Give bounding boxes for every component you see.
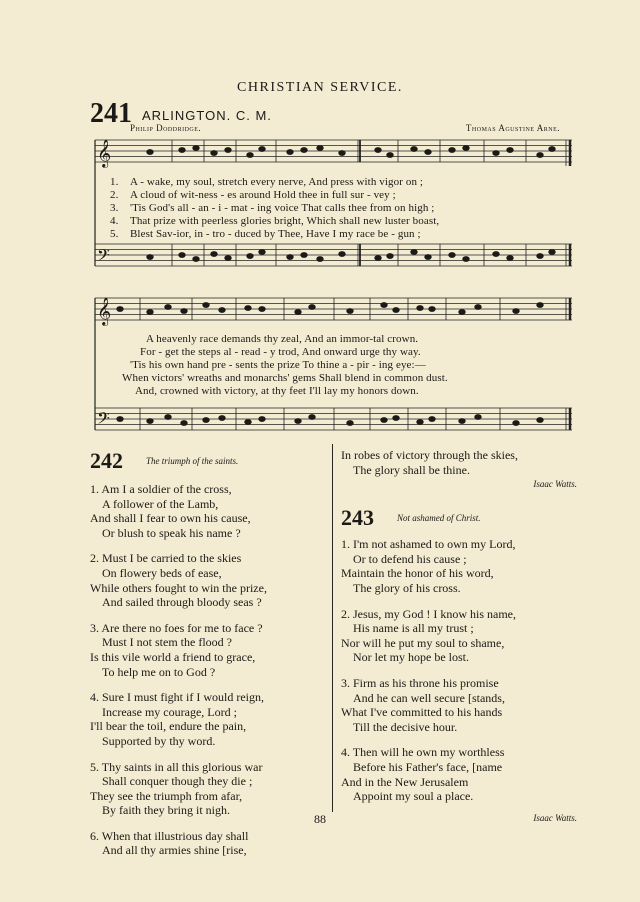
note-head xyxy=(459,419,465,424)
verse-line: The glory shall be thine. xyxy=(353,462,470,477)
verse-line: 4. Sure I must fight if I would reign, xyxy=(90,690,264,705)
note-head xyxy=(507,148,513,153)
note-head xyxy=(339,151,345,156)
note-head xyxy=(537,153,543,158)
note-head xyxy=(381,303,387,308)
verse-line: To help me on to God ? xyxy=(102,664,216,679)
verse xyxy=(90,621,328,679)
note-head xyxy=(147,419,153,424)
hymn-number: 242 xyxy=(90,448,123,473)
note-head xyxy=(417,306,423,311)
verse-line: Must I not stem the flood ? xyxy=(102,635,232,650)
verse-line: And shall I fear to own his cause, xyxy=(90,511,251,526)
hymn-243-column xyxy=(341,448,577,823)
note-head xyxy=(425,255,431,260)
lyric-line: 'Tis his own hand pre - sents the prize To thine a - pir - ing eye:— xyxy=(130,359,426,371)
note-head xyxy=(259,417,265,422)
note-head xyxy=(259,147,265,152)
note-head xyxy=(387,153,393,158)
hymn-title: Not ashamed of Christ. xyxy=(397,513,481,524)
note-head xyxy=(117,307,123,312)
attribution: Isaac Watts. xyxy=(533,479,577,490)
note-head xyxy=(295,310,301,315)
note-head xyxy=(225,148,231,153)
note-head xyxy=(411,250,417,255)
note-head xyxy=(287,255,293,260)
note-head xyxy=(513,421,519,426)
note-head xyxy=(203,418,209,423)
note-head xyxy=(317,257,323,262)
verse-line: And all thy armies shine [rise, xyxy=(102,843,247,858)
verse xyxy=(341,607,577,665)
note-head xyxy=(203,303,209,308)
note-head xyxy=(393,416,399,421)
verse-line: On flowery beds of ease, xyxy=(102,565,222,580)
lyric-line: 2. A cloud of wit-ness - es around Hold thee in full sur - vey ; xyxy=(110,189,396,201)
note-head xyxy=(245,420,251,425)
note-head xyxy=(429,417,435,422)
verse-line: Shall conquer though they die ; xyxy=(102,774,253,789)
note-head xyxy=(393,308,399,313)
verse-line: His name is all my trust ; xyxy=(353,621,474,636)
verse-line: By faith they bring it nigh. xyxy=(102,803,230,818)
note-head xyxy=(301,148,307,153)
note-head xyxy=(449,148,455,153)
lyric-line: 1. A - wake, my soul, stretch every nerve, And press with vigor on ; xyxy=(110,176,424,188)
hymn-242-continuation xyxy=(341,448,577,477)
note-head xyxy=(537,418,543,423)
verse-line: Before his Father's face, [name xyxy=(353,759,503,774)
note-head xyxy=(493,252,499,257)
verse xyxy=(341,537,577,595)
note-head xyxy=(347,309,353,314)
hymn-composer: Thomas Agustine Arne. xyxy=(465,123,560,133)
hymn-number: 241 xyxy=(90,98,132,129)
verse-line: Nor let my hope be lost. xyxy=(353,650,469,665)
verse-line: Till the decisive hour. xyxy=(353,719,458,734)
note-head xyxy=(179,253,185,258)
verse xyxy=(90,690,328,748)
note-head xyxy=(179,148,185,153)
lyric-line: A heavenly race demands thy zeal, And an immor-tal crown. xyxy=(146,333,419,345)
hymn-title: The triumph of the saints. xyxy=(146,456,239,466)
note-head xyxy=(429,307,435,312)
verse-line: The glory of his cross. xyxy=(353,580,461,595)
note-head xyxy=(219,416,225,421)
note-head xyxy=(537,254,543,259)
note-head xyxy=(219,308,225,313)
verse-line: A follower of the Lamb, xyxy=(102,496,219,511)
attribution: Isaac Watts. xyxy=(533,812,577,823)
column-divider xyxy=(332,444,333,812)
note-head xyxy=(295,419,301,424)
note-head xyxy=(387,254,393,259)
note-head xyxy=(165,305,171,310)
note-head xyxy=(463,257,469,262)
note-head xyxy=(549,250,555,255)
verse-line: Appoint my soul a place. xyxy=(353,789,474,804)
verse-line: They see the triumph from afar, xyxy=(90,788,243,803)
clef-icon: 𝄢 xyxy=(97,408,110,432)
note-head xyxy=(147,310,153,315)
lyric-line: For - get the steps al - read - y trod, And onward urge thy way. xyxy=(140,346,421,358)
verse-line: And sailed through bloody seas ? xyxy=(102,595,262,610)
note-head xyxy=(459,310,465,315)
verse-line: And in the New Jerusalem xyxy=(341,774,469,789)
verse-line: 3. Are there no foes for me to face ? xyxy=(90,620,263,635)
verse-line: 1. I'm not ashamed to own my Lord, xyxy=(341,537,516,552)
lyric-line: And, crowned with victory, at thy feet I'll lay my honors down. xyxy=(135,385,419,397)
note-head xyxy=(193,257,199,262)
note-head xyxy=(381,418,387,423)
note-head xyxy=(475,305,481,310)
note-head xyxy=(475,415,481,420)
note-head xyxy=(463,146,469,151)
verse-line: 1. Am I a soldier of the cross, xyxy=(90,482,232,496)
hymn-author: Philip Doddridge. xyxy=(130,123,202,133)
verse-line: I'll bear the toil, endure the pain, xyxy=(90,719,247,734)
note-head xyxy=(507,256,513,261)
note-head xyxy=(247,254,253,259)
lyric-line: When victors' wreaths and monarchs' gems Shall blend in common dust. xyxy=(122,372,448,384)
verse xyxy=(341,676,577,734)
verse-line: 3. Firm as his throne his promise xyxy=(341,675,499,690)
note-head xyxy=(147,150,153,155)
note-head xyxy=(493,151,499,156)
clef-icon: 𝄢 xyxy=(97,245,110,269)
hymn-number: 243 xyxy=(341,505,374,531)
note-head xyxy=(211,151,217,156)
note-head xyxy=(181,309,187,314)
note-head xyxy=(375,148,381,153)
hymn-242 xyxy=(90,448,328,869)
note-head xyxy=(287,150,293,155)
note-head xyxy=(317,146,323,151)
verse xyxy=(341,745,577,803)
note-head xyxy=(449,253,455,258)
verse-line: Or to defend his cause ; xyxy=(353,551,467,566)
verse-line: Supported by thy word. xyxy=(102,733,216,748)
verse-line: 6. When that illustrious day shall xyxy=(90,828,249,843)
note-head xyxy=(417,420,423,425)
verse-line: 5. Thy saints in all this glorious war xyxy=(90,759,263,774)
clef-icon: 𝄞 xyxy=(97,297,112,325)
note-head xyxy=(193,146,199,151)
note-head xyxy=(247,153,253,158)
note-head xyxy=(375,256,381,261)
verse xyxy=(90,760,328,818)
note-head xyxy=(245,306,251,311)
note-head xyxy=(117,417,123,422)
verse-line: Or blush to speak his name ? xyxy=(102,525,241,540)
note-head xyxy=(259,250,265,255)
verse xyxy=(90,829,328,858)
verse-line: 4. Then will he own my worthless xyxy=(341,745,505,760)
note-head xyxy=(165,415,171,420)
note-head xyxy=(309,415,315,420)
note-head xyxy=(425,150,431,155)
note-head xyxy=(181,421,187,426)
verse-line: Nor will he put my soul to shame, xyxy=(341,635,505,650)
verse xyxy=(90,482,328,540)
verse-line: Increase my courage, Lord ; xyxy=(102,704,237,719)
verse-line: What I've committed to his hands xyxy=(341,705,503,720)
note-head xyxy=(347,421,353,426)
note-head xyxy=(301,253,307,258)
verse-line: While others fought to win the prize, xyxy=(90,580,267,595)
note-head xyxy=(549,147,555,152)
note-head xyxy=(147,255,153,260)
page-number: 88 xyxy=(314,812,326,826)
note-head xyxy=(211,252,217,257)
section-title: CHRISTIAN SERVICE. xyxy=(237,80,403,95)
verse-line: Maintain the honor of his word, xyxy=(341,566,494,581)
verse-line: In robes of victory through the skies, xyxy=(341,448,518,462)
note-head xyxy=(537,303,543,308)
verse-line: 2. Jesus, my God ! I know his name, xyxy=(341,606,516,621)
note-head xyxy=(309,305,315,310)
clef-icon: 𝄞 xyxy=(97,139,112,167)
note-head xyxy=(513,309,519,314)
note-head xyxy=(411,147,417,152)
note-head xyxy=(259,307,265,312)
verse xyxy=(90,551,328,609)
tune-name: ARLINGTON. C. M. xyxy=(142,108,272,123)
lyric-line: 3. 'Tis God's all - an - i - mat - ing voice That calls thee from on high ; xyxy=(110,202,435,214)
note-head xyxy=(225,256,231,261)
verse-line: And he can well secure [stands, xyxy=(353,690,505,705)
lyric-line: 5. Blest Sav-ior, in - tro - duced by Thee, Have I my race be - gun ; xyxy=(110,228,421,240)
lyric-line: 4. That prize with peerless glories bright, Which shall new luster boast, xyxy=(110,215,440,227)
verse-line: 2. Must I be carried to the skies xyxy=(90,551,242,566)
verse-line: Is this vile world a friend to grace, xyxy=(90,649,256,664)
note-head xyxy=(339,252,345,257)
